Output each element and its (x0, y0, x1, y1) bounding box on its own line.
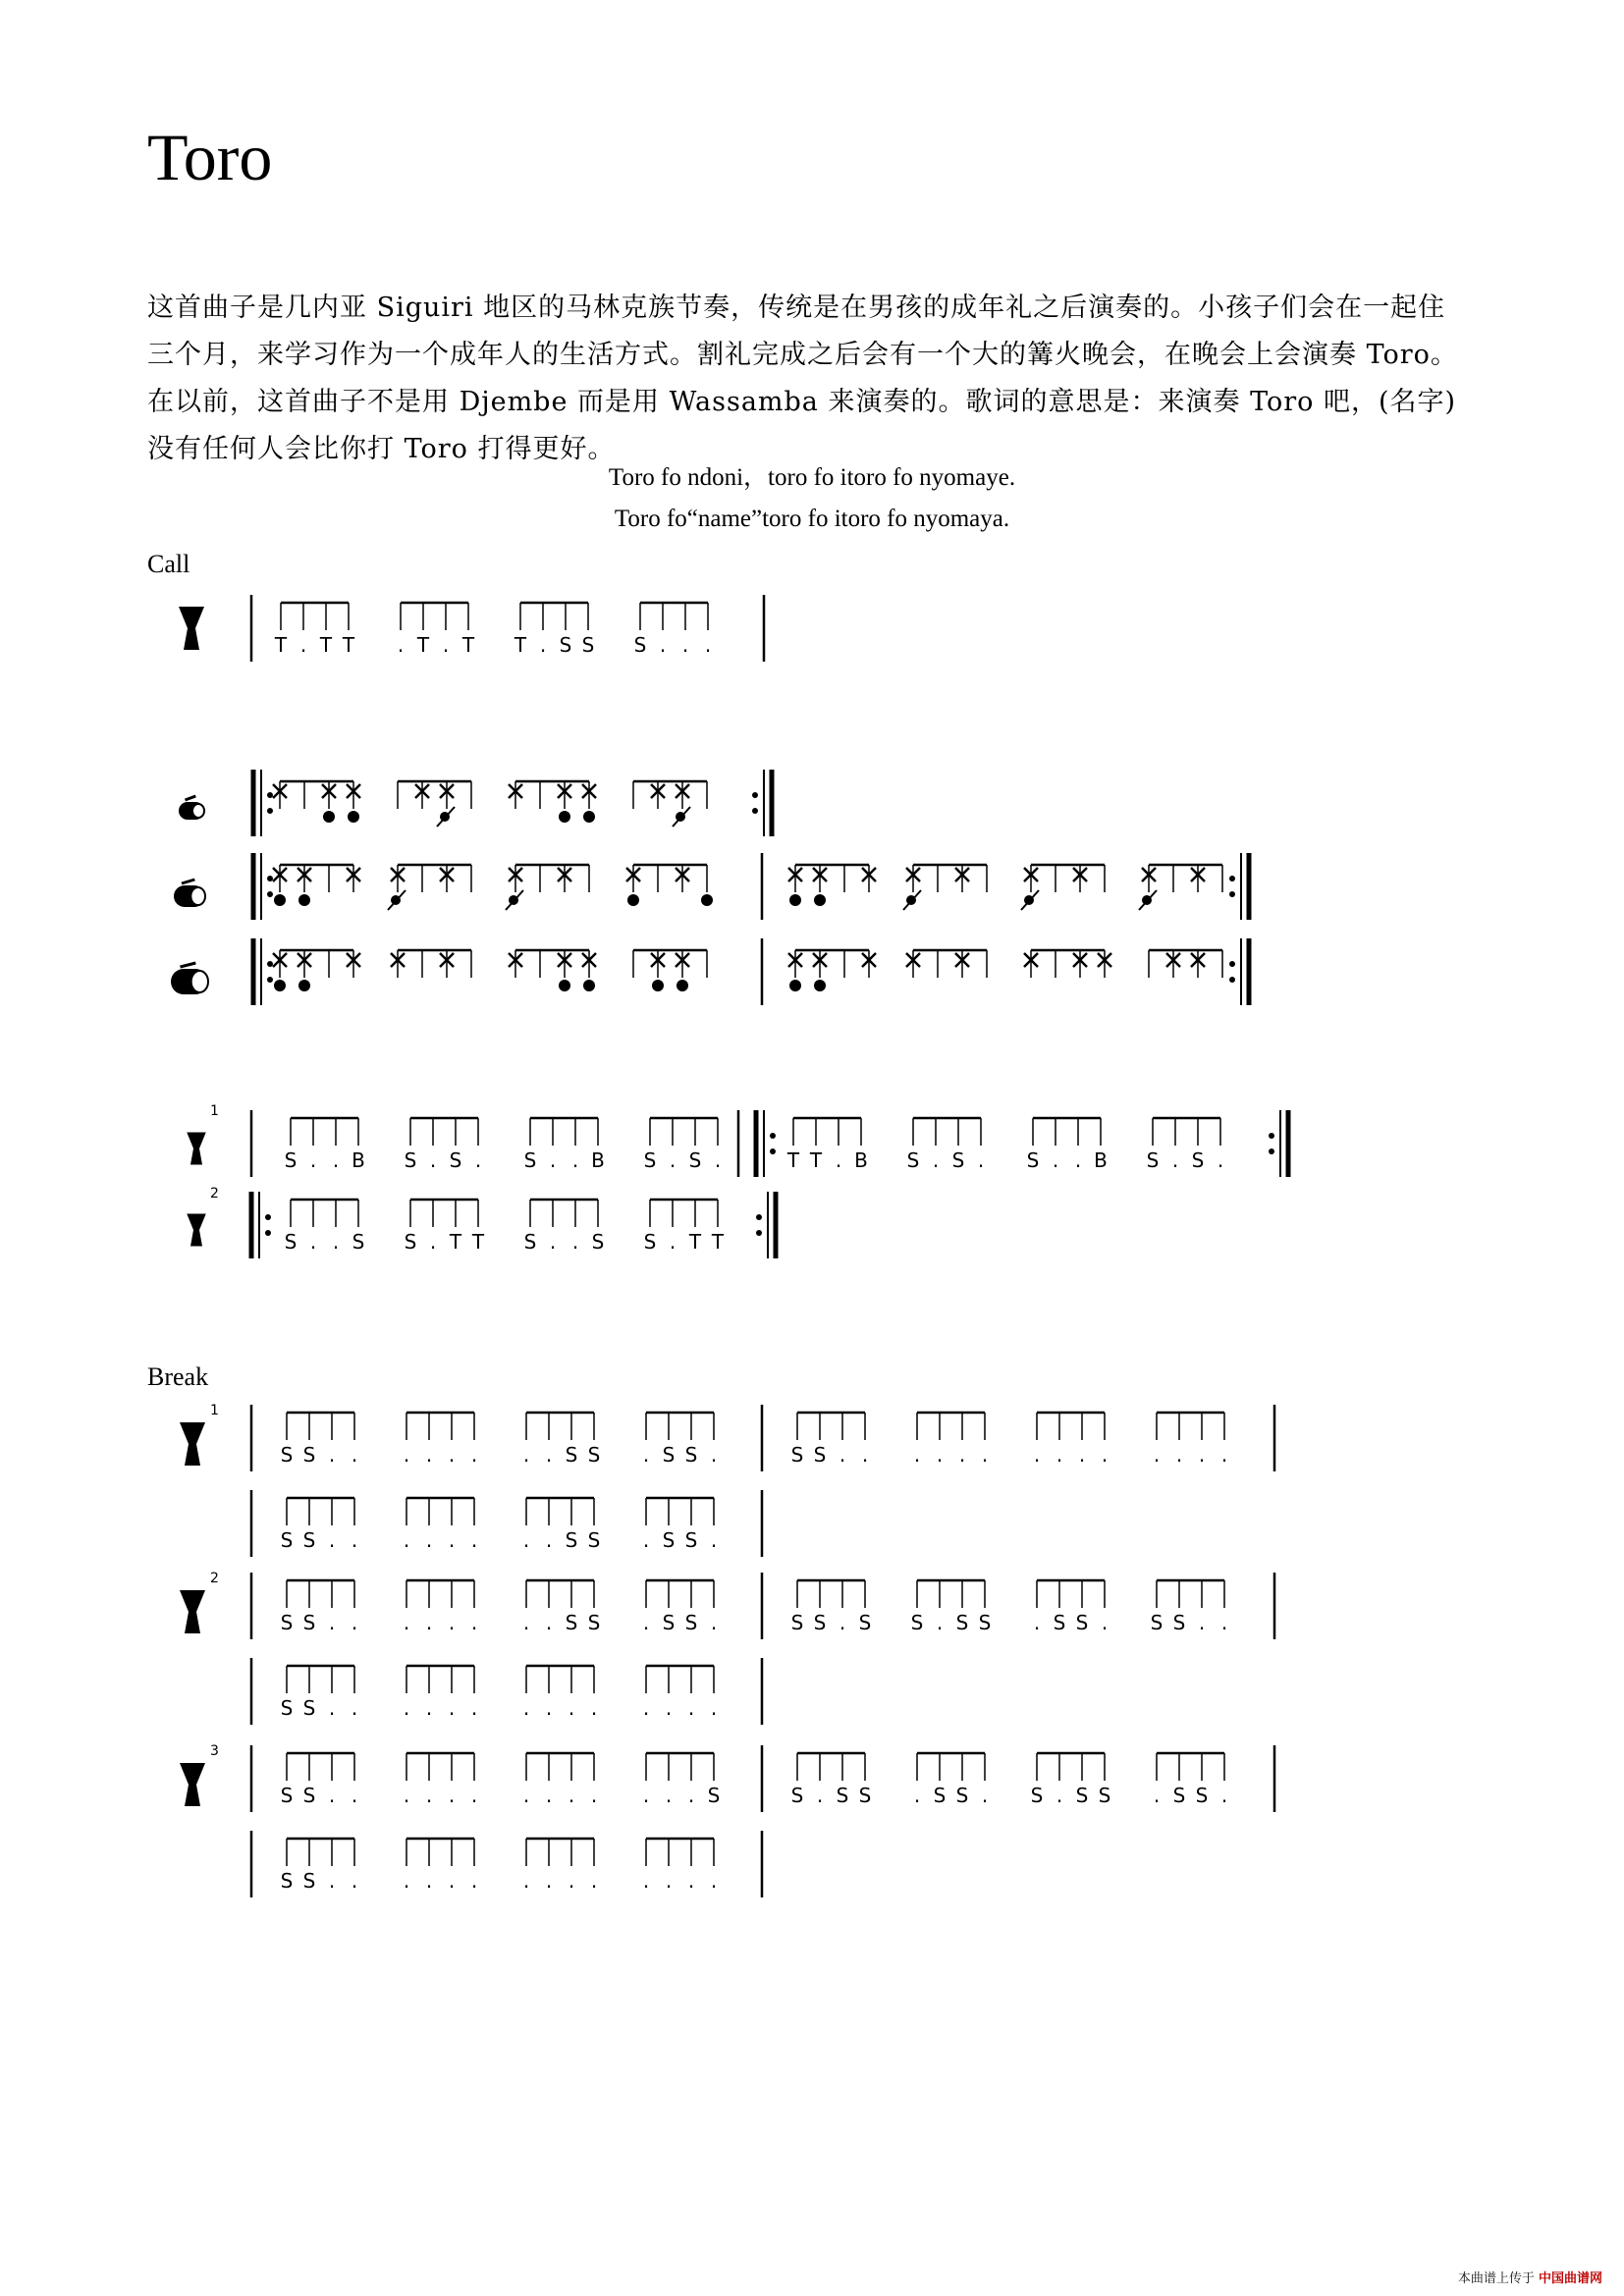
note-letter: . (932, 1148, 940, 1172)
repeat-dot (1229, 876, 1235, 881)
note-letter: . (659, 633, 667, 657)
note-letter: . (1056, 1443, 1063, 1467)
note-letter: . (403, 1528, 410, 1552)
note-letter: S (790, 1611, 804, 1634)
note-letter: . (958, 1443, 966, 1467)
note-letter: . (474, 1148, 482, 1172)
mute-slash (506, 890, 523, 910)
note-letter: . (642, 1784, 650, 1807)
call-section-label: Call (147, 550, 190, 578)
note-letter: S (858, 1784, 872, 1807)
note-letter: S (587, 1443, 601, 1467)
note-letter: . (448, 1528, 456, 1552)
repeat-dot (1229, 891, 1235, 897)
large-dundun-icon-head (191, 971, 208, 992)
repeat-dot (1229, 961, 1235, 967)
note-letter: . (425, 1528, 433, 1552)
note-letter: S (302, 1528, 316, 1552)
note-letter: . (861, 1443, 869, 1467)
repeat-dot (756, 1214, 762, 1220)
note-letter: . (710, 1869, 718, 1893)
note-letter: . (687, 1869, 695, 1893)
note-letter: . (981, 1443, 989, 1467)
intro-paragraph: 这首曲子是几内亚 Siguiri 地区的马林克族节奏，传统是在男孩的成年礼之后演奏的。小孩子们会在一起住三个月，来学习作为一个成年人的生活方式。割礼完成之后会有一个大的篝火晚会，在晚会上会演奏 Toro。在以前，这首曲子不是用 Djembe 而是用 Wassamba 来演奏的。歌词的意思是：来演奏 Toro 吧，(名字) 没有任何人会比你打 Toro 打得更好。 (147, 293, 1458, 464)
open-tone (677, 980, 688, 991)
repeat-dot (756, 1230, 762, 1236)
mute-slash (1021, 890, 1039, 910)
note-letter: S (684, 1443, 698, 1467)
open-tone (814, 980, 826, 991)
note-letter: . (403, 1869, 410, 1893)
note-letter: S (662, 1443, 676, 1467)
note-letter: S (1150, 1611, 1164, 1634)
open-tone (789, 894, 801, 906)
note-letter: S (955, 1611, 969, 1634)
note-letter: . (403, 1611, 410, 1634)
note-letter: . (351, 1528, 358, 1552)
note-letter: . (328, 1443, 336, 1467)
note-letter: S (684, 1611, 698, 1634)
note-letter: . (665, 1784, 673, 1807)
open-tone (627, 894, 639, 906)
note-letter: . (522, 1784, 530, 1807)
note-letter: . (1153, 1784, 1161, 1807)
note-letter: T (274, 633, 288, 657)
note-letter: . (425, 1696, 433, 1720)
footer-prefix: 本曲谱上传于 (1457, 2271, 1535, 2286)
page-title: Toro (147, 120, 273, 194)
note-letter: S (565, 1611, 578, 1634)
note-letter: . (397, 633, 405, 657)
open-tone (559, 811, 570, 823)
note-letter: . (1198, 1443, 1206, 1467)
note-letter: B (854, 1148, 868, 1172)
note-letter: S (449, 1148, 462, 1172)
note-letter: . (642, 1443, 650, 1467)
note-letter: . (835, 1148, 842, 1172)
note-letter: . (299, 633, 307, 657)
note-letter: . (309, 1148, 317, 1172)
note-letter: . (816, 1784, 824, 1807)
note-letter: . (545, 1611, 553, 1634)
note-letter: S (978, 1611, 992, 1634)
note-letter: S (523, 1148, 537, 1172)
mute-slash (673, 807, 690, 827)
djembe-drum-icon (187, 1133, 206, 1165)
note-letter: . (1101, 1611, 1109, 1634)
note-letter: . (545, 1696, 553, 1720)
open-tone (323, 811, 335, 823)
note-letter: . (642, 1611, 650, 1634)
open-tone (298, 980, 310, 991)
note-letter: S (906, 1148, 920, 1172)
note-letter: S (790, 1784, 804, 1807)
note-letter: . (470, 1696, 478, 1720)
note-letter: S (1075, 1784, 1089, 1807)
note-letter: . (351, 1696, 358, 1720)
djembe-drum-icon (180, 1590, 205, 1633)
note-letter: . (669, 1148, 677, 1172)
note-letter: S (813, 1611, 827, 1634)
repeat-dot (1269, 1148, 1274, 1154)
note-letter: . (522, 1611, 530, 1634)
repeat-dot (752, 792, 758, 798)
note-letter: . (1220, 1784, 1228, 1807)
djembe-drum-icon (180, 1763, 205, 1806)
note-letter: . (403, 1443, 410, 1467)
note-letter: . (590, 1869, 598, 1893)
note-letter: . (1074, 1148, 1082, 1172)
note-letter: . (710, 1443, 718, 1467)
note-letter: T (461, 633, 475, 657)
note-letter: T (319, 633, 333, 657)
note-letter: . (1217, 1148, 1224, 1172)
note-letter: S (688, 1148, 702, 1172)
note-letter: S (591, 1230, 605, 1254)
note-letter: . (448, 1784, 456, 1807)
note-letter: S (1195, 1784, 1209, 1807)
note-letter: T (809, 1148, 823, 1172)
note-letter: . (1101, 1443, 1109, 1467)
note-letter: S (404, 1230, 417, 1254)
note-letter: . (448, 1869, 456, 1893)
mute-slash (1139, 890, 1157, 910)
note-letter: S (643, 1148, 657, 1172)
note-letter: . (545, 1528, 553, 1552)
note-letter: S (523, 1230, 537, 1254)
note-letter: . (332, 1230, 340, 1254)
note-letter: . (309, 1230, 317, 1254)
note-letter: T (786, 1148, 800, 1172)
open-tone (583, 811, 595, 823)
note-letter: . (1220, 1611, 1228, 1634)
repeat-dot (752, 808, 758, 814)
note-letter: . (470, 1611, 478, 1634)
note-letter: . (328, 1784, 336, 1807)
note-letter: S (565, 1443, 578, 1467)
note-letter: . (665, 1696, 673, 1720)
note-letter: . (913, 1443, 921, 1467)
note-letter: . (568, 1696, 575, 1720)
note-letter: . (549, 1148, 557, 1172)
open-tone (583, 980, 595, 991)
note-letter: B (1094, 1148, 1108, 1172)
note-letter: S (284, 1230, 298, 1254)
note-letter: . (351, 1784, 358, 1807)
note-letter: S (633, 633, 647, 657)
note-letter: . (425, 1869, 433, 1893)
note-letter: . (351, 1611, 358, 1634)
mute-slash (388, 890, 406, 910)
note-letter: T (416, 633, 430, 657)
djembe-drum-icon (187, 1214, 206, 1247)
repeat-dot (267, 876, 273, 881)
repeat-dot (267, 792, 273, 798)
note-letter: T (711, 1230, 725, 1254)
note-letter: . (442, 633, 450, 657)
repeat-dot (267, 891, 273, 897)
note-letter: . (351, 1443, 358, 1467)
large-dundun-icon-stick (181, 963, 196, 967)
note-letter: . (328, 1696, 336, 1720)
note-letter: . (1078, 1443, 1086, 1467)
open-tone (701, 894, 713, 906)
note-letter: T (514, 633, 527, 657)
break-section-label: Break (147, 1362, 209, 1391)
mute-slash (903, 890, 921, 910)
note-letter: S (707, 1784, 721, 1807)
note-letter: . (571, 1230, 579, 1254)
note-letter: . (429, 1230, 437, 1254)
note-letter: . (568, 1869, 575, 1893)
note-letter: . (1033, 1611, 1041, 1634)
note-letter: S (559, 633, 572, 657)
note-letter: S (933, 1784, 947, 1807)
voice-number: 1 (210, 1403, 219, 1418)
repeat-dot (267, 808, 273, 814)
note-letter: . (710, 1528, 718, 1552)
note-letter: . (642, 1528, 650, 1552)
note-letter: . (470, 1528, 478, 1552)
note-letter: . (328, 1869, 336, 1893)
note-letter: . (704, 633, 712, 657)
note-letter: S (858, 1611, 872, 1634)
djembe-drum-icon (179, 607, 204, 650)
note-letter: S (280, 1528, 294, 1552)
note-letter: S (1030, 1784, 1044, 1807)
note-letter: S (836, 1784, 849, 1807)
note-letter: . (545, 1869, 553, 1893)
note-letter: S (910, 1611, 924, 1634)
open-tone (814, 894, 826, 906)
repeat-dot (267, 977, 273, 983)
note-letter: S (280, 1611, 294, 1634)
note-letter: . (549, 1230, 557, 1254)
note-letter: . (470, 1443, 478, 1467)
note-letter: T (471, 1230, 485, 1254)
note-letter: . (403, 1784, 410, 1807)
note-letter: . (839, 1611, 846, 1634)
note-letter: S (280, 1869, 294, 1893)
note-letter: S (662, 1611, 676, 1634)
note-letter: . (1198, 1611, 1206, 1634)
note-letter: . (687, 1696, 695, 1720)
note-letter: . (1056, 1784, 1063, 1807)
open-tone (559, 980, 570, 991)
note-letter: . (714, 1148, 722, 1172)
note-letter: S (790, 1443, 804, 1467)
small-dundun-icon-stick (186, 796, 196, 800)
note-letter: . (669, 1230, 677, 1254)
note-letter: . (425, 1784, 433, 1807)
note-letter: B (352, 1148, 365, 1172)
note-letter: S (302, 1784, 316, 1807)
note-letter: . (522, 1443, 530, 1467)
note-letter: . (642, 1696, 650, 1720)
note-letter: S (302, 1696, 316, 1720)
note-letter: S (1191, 1148, 1205, 1172)
note-letter: . (710, 1696, 718, 1720)
mute-slash (437, 807, 455, 827)
note-letter: . (936, 1443, 944, 1467)
note-letter: . (913, 1784, 921, 1807)
note-letter: S (662, 1528, 676, 1552)
note-letter: . (1220, 1443, 1228, 1467)
voice-number: 1 (210, 1103, 219, 1119)
open-tone (274, 980, 286, 991)
repeat-dot (265, 1230, 271, 1236)
note-letter: S (813, 1443, 827, 1467)
note-letter: . (328, 1611, 336, 1634)
repeat-dot (267, 961, 273, 967)
medium-dundun-icon-head (190, 887, 205, 905)
note-letter: S (1098, 1784, 1111, 1807)
note-letter: . (332, 1148, 340, 1172)
note-letter: . (568, 1784, 575, 1807)
note-letter: . (448, 1443, 456, 1467)
note-letter: S (643, 1230, 657, 1254)
open-tone (789, 980, 801, 991)
note-letter: . (681, 633, 689, 657)
note-letter: T (688, 1230, 702, 1254)
note-letter: S (302, 1869, 316, 1893)
note-letter: . (522, 1869, 530, 1893)
note-letter: S (1053, 1611, 1066, 1634)
note-letter: . (1153, 1443, 1161, 1467)
note-letter: . (522, 1528, 530, 1552)
note-letter: S (302, 1611, 316, 1634)
note-letter: . (981, 1784, 989, 1807)
note-letter: . (539, 633, 547, 657)
note-letter: . (545, 1784, 553, 1807)
repeat-dot (770, 1133, 776, 1139)
note-letter: . (522, 1696, 530, 1720)
repeat-dot (1229, 977, 1235, 983)
note-letter: . (403, 1696, 410, 1720)
note-letter: S (587, 1611, 601, 1634)
lyric-line-2: Toro fo“name”toro fo itoro fo nyomaya. (614, 506, 1010, 532)
note-letter: . (839, 1443, 846, 1467)
note-letter: S (955, 1784, 969, 1807)
note-letter: . (1052, 1148, 1059, 1172)
note-letter: S (684, 1528, 698, 1552)
voice-number: 3 (210, 1743, 219, 1759)
lyric-line-1: Toro fo ndoni，toro fo itoro fo nyomaye. (608, 464, 1016, 491)
note-letter: S (1026, 1148, 1040, 1172)
note-letter: S (302, 1443, 316, 1467)
note-letter: S (587, 1528, 601, 1552)
note-letter: . (429, 1148, 437, 1172)
note-letter: S (284, 1148, 298, 1172)
note-letter: S (581, 633, 595, 657)
note-letter: T (449, 1230, 462, 1254)
note-letter: S (280, 1443, 294, 1467)
note-letter: B (591, 1148, 605, 1172)
note-letter: . (470, 1869, 478, 1893)
repeat-dot (770, 1148, 776, 1154)
note-letter: . (571, 1148, 579, 1172)
repeat-dot (1269, 1133, 1274, 1139)
note-letter: . (590, 1784, 598, 1807)
note-letter: . (687, 1784, 695, 1807)
footer-brand: 中国曲谱网 (1538, 2271, 1602, 2286)
open-tone (348, 811, 359, 823)
open-tone (652, 980, 664, 991)
note-letter: . (710, 1611, 718, 1634)
note-letter: S (352, 1230, 365, 1254)
note-letter: . (328, 1528, 336, 1552)
note-letter: . (448, 1611, 456, 1634)
open-tone (298, 894, 310, 906)
medium-dundun-icon-stick (182, 880, 194, 883)
djembe-drum-icon (180, 1422, 205, 1466)
note-letter: T (342, 633, 355, 657)
note-letter: . (1175, 1443, 1183, 1467)
note-letter: S (1172, 1611, 1186, 1634)
note-letter: . (590, 1696, 598, 1720)
note-letter: S (1172, 1784, 1186, 1807)
note-letter: . (977, 1148, 985, 1172)
small-dundun-icon-head (192, 804, 204, 818)
note-letter: . (470, 1784, 478, 1807)
note-letter: . (936, 1611, 944, 1634)
note-letter: S (1146, 1148, 1160, 1172)
note-letter: S (1075, 1611, 1089, 1634)
note-letter: S (280, 1784, 294, 1807)
note-letter: . (545, 1443, 553, 1467)
note-letter: . (665, 1869, 673, 1893)
voice-number: 2 (210, 1186, 219, 1201)
note-letter: . (448, 1696, 456, 1720)
note-letter: . (425, 1611, 433, 1634)
footer-watermark (1458, 2268, 1602, 2286)
note-letter: . (351, 1869, 358, 1893)
repeat-dot (265, 1214, 271, 1220)
voice-number: 2 (210, 1571, 219, 1586)
open-tone (274, 894, 286, 906)
note-letter: . (1171, 1148, 1179, 1172)
note-letter: . (642, 1869, 650, 1893)
note-letter: S (565, 1528, 578, 1552)
note-letter: S (951, 1148, 965, 1172)
note-letter: . (1033, 1443, 1041, 1467)
note-letter: S (280, 1696, 294, 1720)
note-letter: S (404, 1148, 417, 1172)
note-letter: . (425, 1443, 433, 1467)
